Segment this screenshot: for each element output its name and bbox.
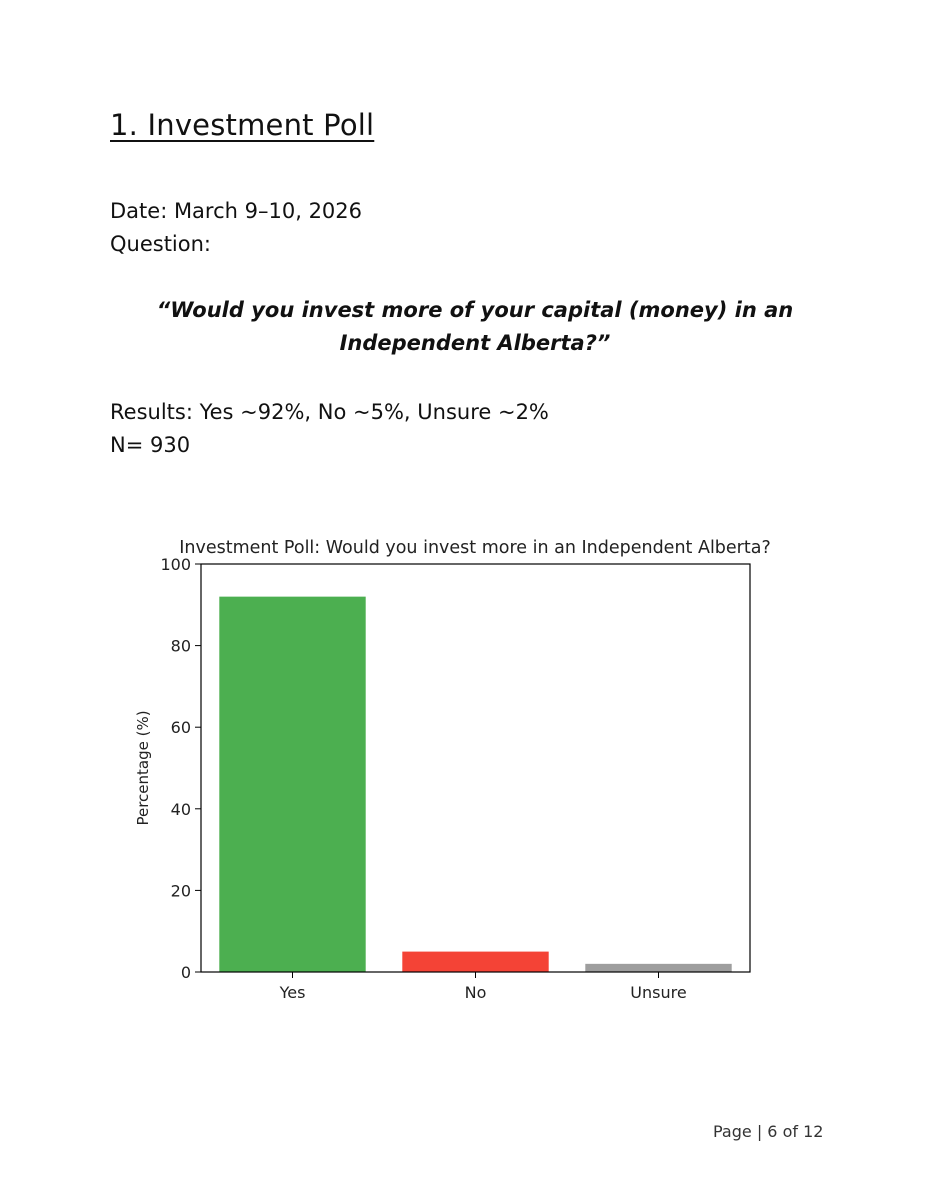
x-tick-label: Yes [279,983,306,1002]
y-tick-label: 60 [170,718,191,738]
bar-no [402,952,548,972]
y-axis [160,555,201,982]
y-axis-label: Percentage (%) [134,710,152,826]
question-label: Question: [110,232,212,256]
y-tick-label: 0 [180,963,191,982]
x-axis [279,972,687,1002]
results-line: Results: Yes ~92%, No ~5%, Unsure ~2% [110,400,549,424]
x-tick-label: Unsure [630,983,687,1002]
sample-size-line: N= 930 [110,433,191,457]
poll-question: “Would you invest more of your capital (money) in an Independent Alberta?” [156,298,794,355]
bar-unsure [585,964,731,972]
y-tick-label: 100 [160,555,191,574]
bar-yes [219,597,365,972]
page-heading: 1. Investment Poll [110,108,375,142]
y-tick-label: 80 [170,636,191,656]
bars [219,597,731,972]
y-tick-label: 40 [170,799,191,819]
page-footer: Page | 6 of 12 [713,1122,824,1141]
bar-chart [120,528,820,1018]
chart-title: Investment Poll: Would you invest more in an Independent Alberta? [179,538,771,558]
x-tick-label: No [464,983,487,1002]
y-tick-label: 20 [170,881,191,901]
date-line: Date: March 9–10, 2026 [110,199,363,223]
